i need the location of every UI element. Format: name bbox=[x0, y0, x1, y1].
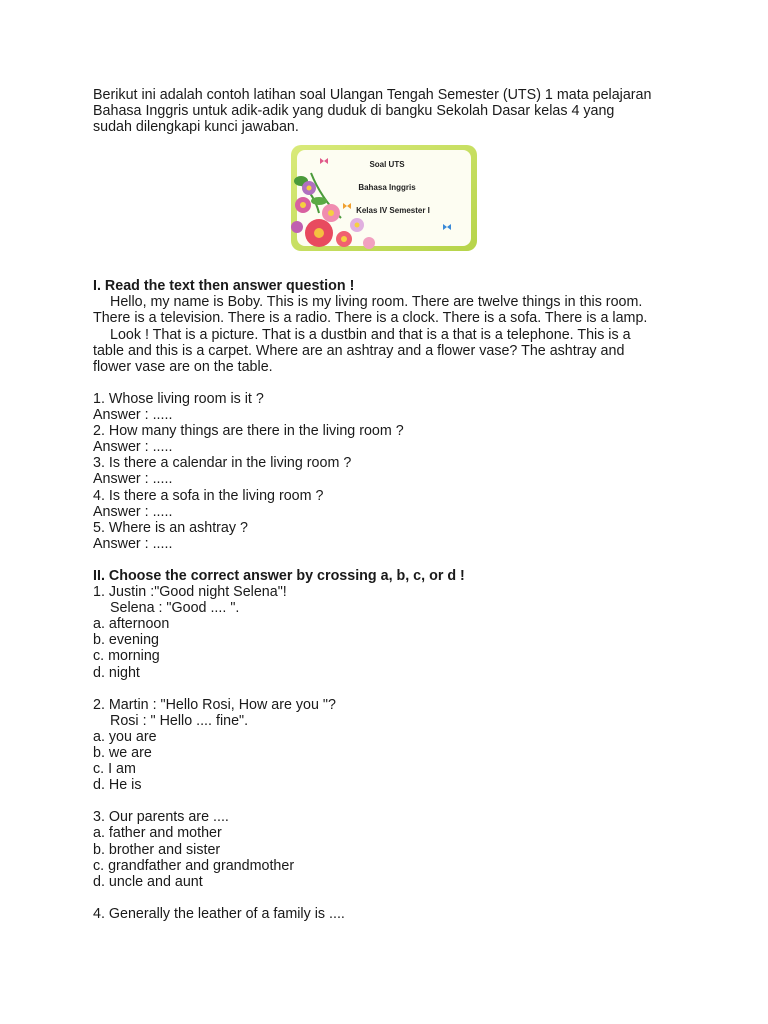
mc-question-3 bbox=[93, 809, 693, 889]
answer-line: Answer : ..... bbox=[93, 535, 173, 552]
mc-question-4 bbox=[93, 906, 693, 922]
spacer bbox=[93, 890, 693, 906]
spacer bbox=[93, 375, 693, 391]
figure-title-line: Kelas IV Semester I bbox=[356, 206, 430, 216]
question-text: 2. How many things are there in the living room ? bbox=[93, 423, 404, 440]
answer-option: d. night bbox=[93, 664, 140, 681]
answer-option: c. I am bbox=[93, 761, 136, 778]
question-text: 1. Justin :"Good night Selena"! bbox=[93, 584, 287, 601]
document-body bbox=[93, 87, 693, 922]
spacer bbox=[93, 681, 693, 697]
question-text: 3. Our parents are .... bbox=[93, 809, 229, 826]
section2-heading: II. Choose the correct answer by crossing a, b, c, or d ! bbox=[93, 567, 465, 584]
answer-option: b. we are bbox=[93, 745, 152, 761]
answer-line: Answer : ..... bbox=[93, 503, 173, 520]
figure-title-line: Soal UTS bbox=[369, 160, 405, 170]
intro-line: sudah dilengkapi kunci jawaban. bbox=[93, 119, 299, 136]
spacer bbox=[93, 793, 693, 809]
section1-heading: I. Read the text then answer question ! bbox=[93, 278, 355, 295]
answer-option: b. evening bbox=[93, 632, 159, 649]
passage-line: There is a television. There is a radio. There is a clock. There is a sofa. There is a lamp. bbox=[93, 310, 648, 327]
mc-question-2 bbox=[93, 697, 693, 794]
question-text: 4. Is there a sofa in the living room ? bbox=[93, 487, 324, 504]
answer-option: a. you are bbox=[93, 728, 157, 745]
cover-image bbox=[289, 143, 479, 253]
spacer bbox=[93, 552, 693, 568]
answer-line: Answer : ..... bbox=[93, 471, 173, 488]
passage-line: Hello, my name is Boby. This is my living room. There are twelve things in this room. bbox=[110, 294, 643, 311]
answer-option: c. grandfather and grandmother bbox=[93, 857, 295, 874]
mc-question-1 bbox=[93, 584, 693, 681]
answer-option: a. father and mother bbox=[93, 825, 222, 842]
answer-option: c. morning bbox=[93, 648, 160, 665]
question-text: Selena : "Good .... ". bbox=[110, 600, 240, 617]
section1-questions bbox=[93, 391, 693, 552]
figure-title-line: Bahasa Inggris bbox=[358, 183, 416, 193]
answer-line: Answer : ..... bbox=[93, 407, 173, 424]
question-text: 1. Whose living room is it ? bbox=[93, 390, 264, 407]
intro-line: Bahasa Inggris untuk adik-adik yang duduk di bangku Sekolah Dasar kelas 4 yang bbox=[93, 103, 615, 120]
passage-line: table and this is a carpet. Where are an ashtray and a flower vase? The ashtray and bbox=[93, 342, 625, 359]
question-text: 4. Generally the leather of a family is .... bbox=[93, 905, 345, 922]
cover-figure-wrap bbox=[93, 143, 693, 270]
question-text: 5. Where is an ashtray ? bbox=[93, 519, 248, 536]
question-text: 3. Is there a calendar in the living room ? bbox=[93, 455, 352, 472]
intro-line: Berikut ini adalah contoh latihan soal Ulangan Tengah Semester (UTS) 1 mata pelajaran bbox=[93, 87, 652, 103]
passage-line: flower vase are on the table. bbox=[93, 358, 273, 375]
answer-option: d. uncle and aunt bbox=[93, 873, 203, 890]
question-text: 2. Martin : "Hello Rosi, How are you "? bbox=[93, 696, 336, 713]
reading-passage bbox=[93, 294, 693, 374]
passage-line: Look ! That is a picture. That is a dustbin and that is a that is a telephone. This is a bbox=[110, 326, 631, 343]
answer-line: Answer : ..... bbox=[93, 439, 173, 456]
answer-option: b. brother and sister bbox=[93, 841, 221, 858]
answer-option: a. afternoon bbox=[93, 616, 170, 633]
question-text: Rosi : " Hello .... fine". bbox=[110, 712, 249, 729]
intro-paragraph bbox=[93, 87, 693, 135]
answer-option: d. He is bbox=[93, 777, 142, 794]
